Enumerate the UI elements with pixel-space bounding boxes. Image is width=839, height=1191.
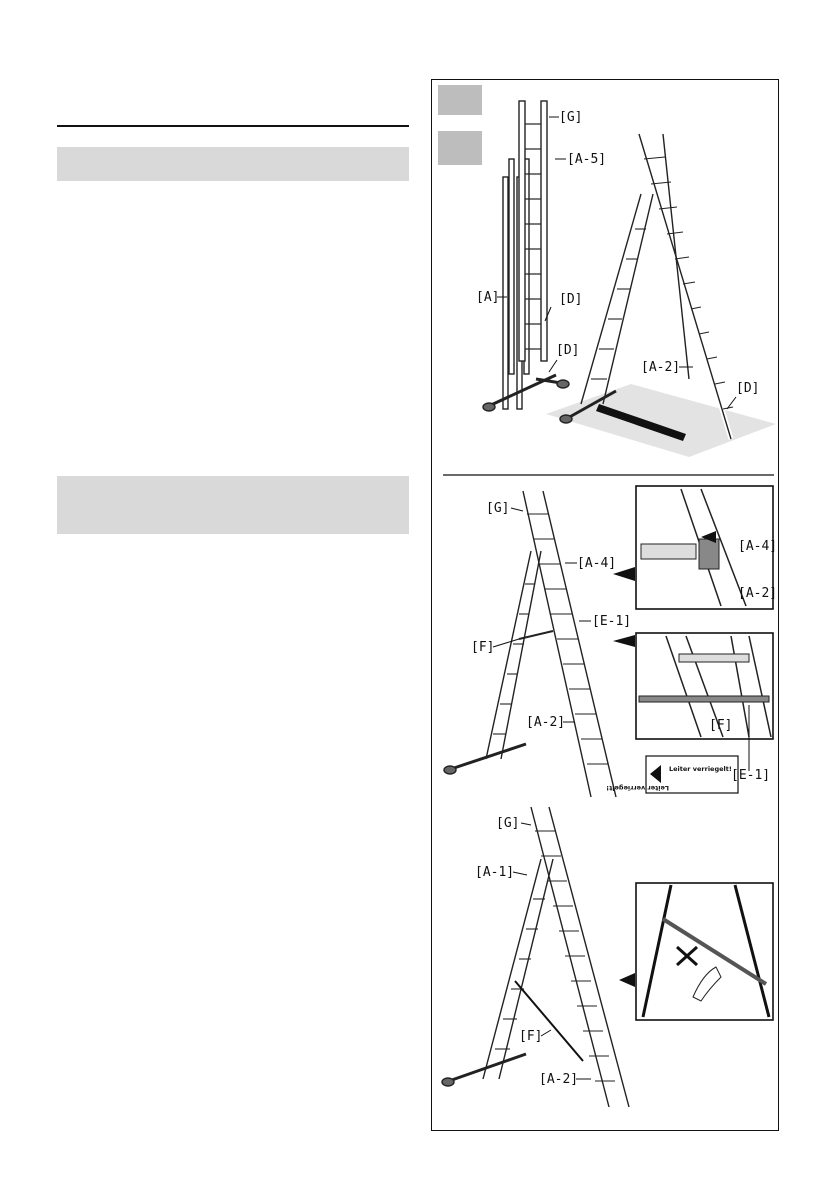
label-f-mid: [F] — [471, 640, 495, 655]
label-g-bottom: [G] — [496, 816, 520, 831]
ladder-illustrations — [431, 79, 779, 1131]
pointer-arrow-1 — [613, 567, 635, 581]
aframe-ladder-bottom — [442, 807, 629, 1107]
label-d-1: [D] — [559, 292, 583, 307]
aframe-ladder-middle — [444, 491, 616, 797]
pointer-arrow-3 — [619, 973, 635, 987]
sticker-text-2: Leiter verriegelt! — [606, 784, 669, 792]
pointer-arrow-2 — [613, 635, 635, 647]
label-a4-mid: [A-4] — [577, 556, 617, 571]
label-f-detail: [F] — [709, 718, 733, 733]
sticker-text-1: Leiter verriegelt! — [669, 765, 732, 773]
label-a5: [A-5] — [567, 152, 607, 167]
label-a2-detail: [A-2] — [738, 586, 778, 601]
section-header-band-1 — [57, 147, 409, 181]
label-e1-detail: [E-1] — [731, 768, 771, 783]
label-a2-bottom: [A-2] — [539, 1072, 579, 1087]
folded-ladder — [483, 101, 569, 411]
label-a: [A] — [476, 290, 500, 305]
detail-box-a4 — [613, 486, 777, 609]
label-a2-top: [A-2] — [641, 360, 681, 375]
label-d-3: [D] — [736, 381, 760, 396]
label-a1: [A-1] — [475, 865, 515, 880]
step-box-2 — [438, 131, 482, 165]
label-f-bottom: [F] — [519, 1029, 543, 1044]
label-a2-mid: [A-2] — [526, 715, 566, 730]
section-header-band-2 — [57, 476, 409, 534]
step-box-1 — [438, 85, 482, 115]
label-g-top: [G] — [559, 110, 583, 125]
section-rule — [57, 125, 409, 127]
label-a4-detail: [A-4] — [738, 539, 778, 554]
label-g-mid: [G] — [486, 501, 510, 516]
label-e1-mid: [E-1] — [592, 614, 632, 629]
label-d-2: [D] — [556, 343, 580, 358]
detail-box-wrong-use — [619, 883, 773, 1020]
